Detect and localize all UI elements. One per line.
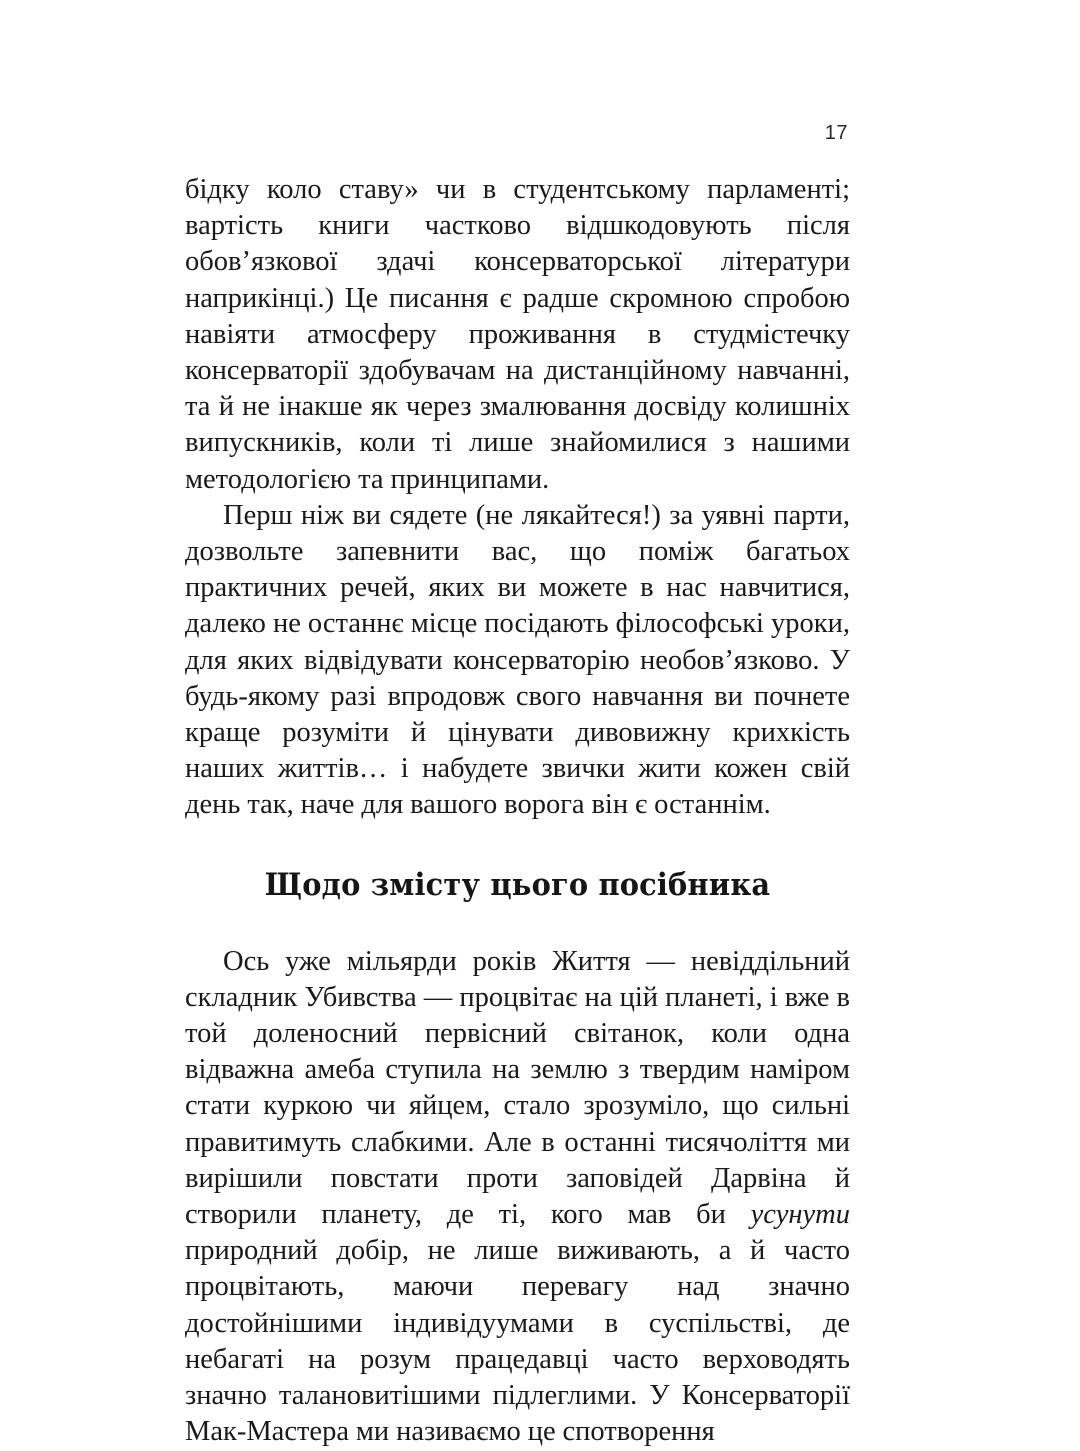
paragraph-life-and-murder: [185, 944, 850, 1451]
section-heading: Щодо змісту цього посібника: [264, 866, 771, 903]
paragraph-before-seating: Перш ніж ви сядете (не лякайтеся!) за уявні парти, дозвольте запевнити вас, що поміж багатьох практичних речей, яких ви можете в нас навчитися, далеко не останнє місце посідають філософські уроки, для яких відвідувати консерваторію необов’язково. У будь-якому разі впродовж свого навчання ви почнете краще розуміти й цінувати дивовижну крихкість наших життів… і набудете звички жити кожен свій день так, наче для вашого ворога він є останнім.: [185, 499, 850, 821]
heading-spacer-top: [185, 824, 850, 866]
heading-spacer-bottom: [185, 904, 850, 944]
paragraph-segment-leading: Ось уже мільярди років Життя — невіддільний складник Убивства — процвітає на цій планеті, і вже в той доленосний первісний світанок, коли одна відважна амеба ступила на землю з твердим наміром стати куркою чи яйцем, стало зрозуміло, що сильні правитимуть слабкими. Але в останні тисячоліття ми вирішили повстати проти заповідей Дарвіна й створили планету, де ті, кого мав би: [185, 945, 850, 1231]
page-number: 17: [824, 122, 848, 144]
body-text-block: [185, 172, 850, 1451]
paragraph-segment-trailing: природний добір, не лише виживають, а й часто процвітають, маючи перевагу над значно достойнішими індивідуумами в суспільстві, де небагаті на розум працедавці часто верховодять значно талановитішими підлеглими. У Консерваторії Мак-Мастера ми називаємо це спотворення: [185, 1235, 850, 1448]
paragraph-continuation: бідку коло ставу» чи в студентському парламенті; вартість книги частково відшкодовують після обов’язкової здачі консерваторської літератури наприкінці.) Це писання є радше скромною спробою навіяти атмосферу проживання в студмістечку консерваторії здобувачам на дистанційному навчанні, та й не інакше як через змалювання досвіду колишніх випускників, коли ті лише знайомилися з нашими методологією та принципами.: [185, 174, 850, 495]
emphasized-word: усунути: [750, 1199, 850, 1231]
